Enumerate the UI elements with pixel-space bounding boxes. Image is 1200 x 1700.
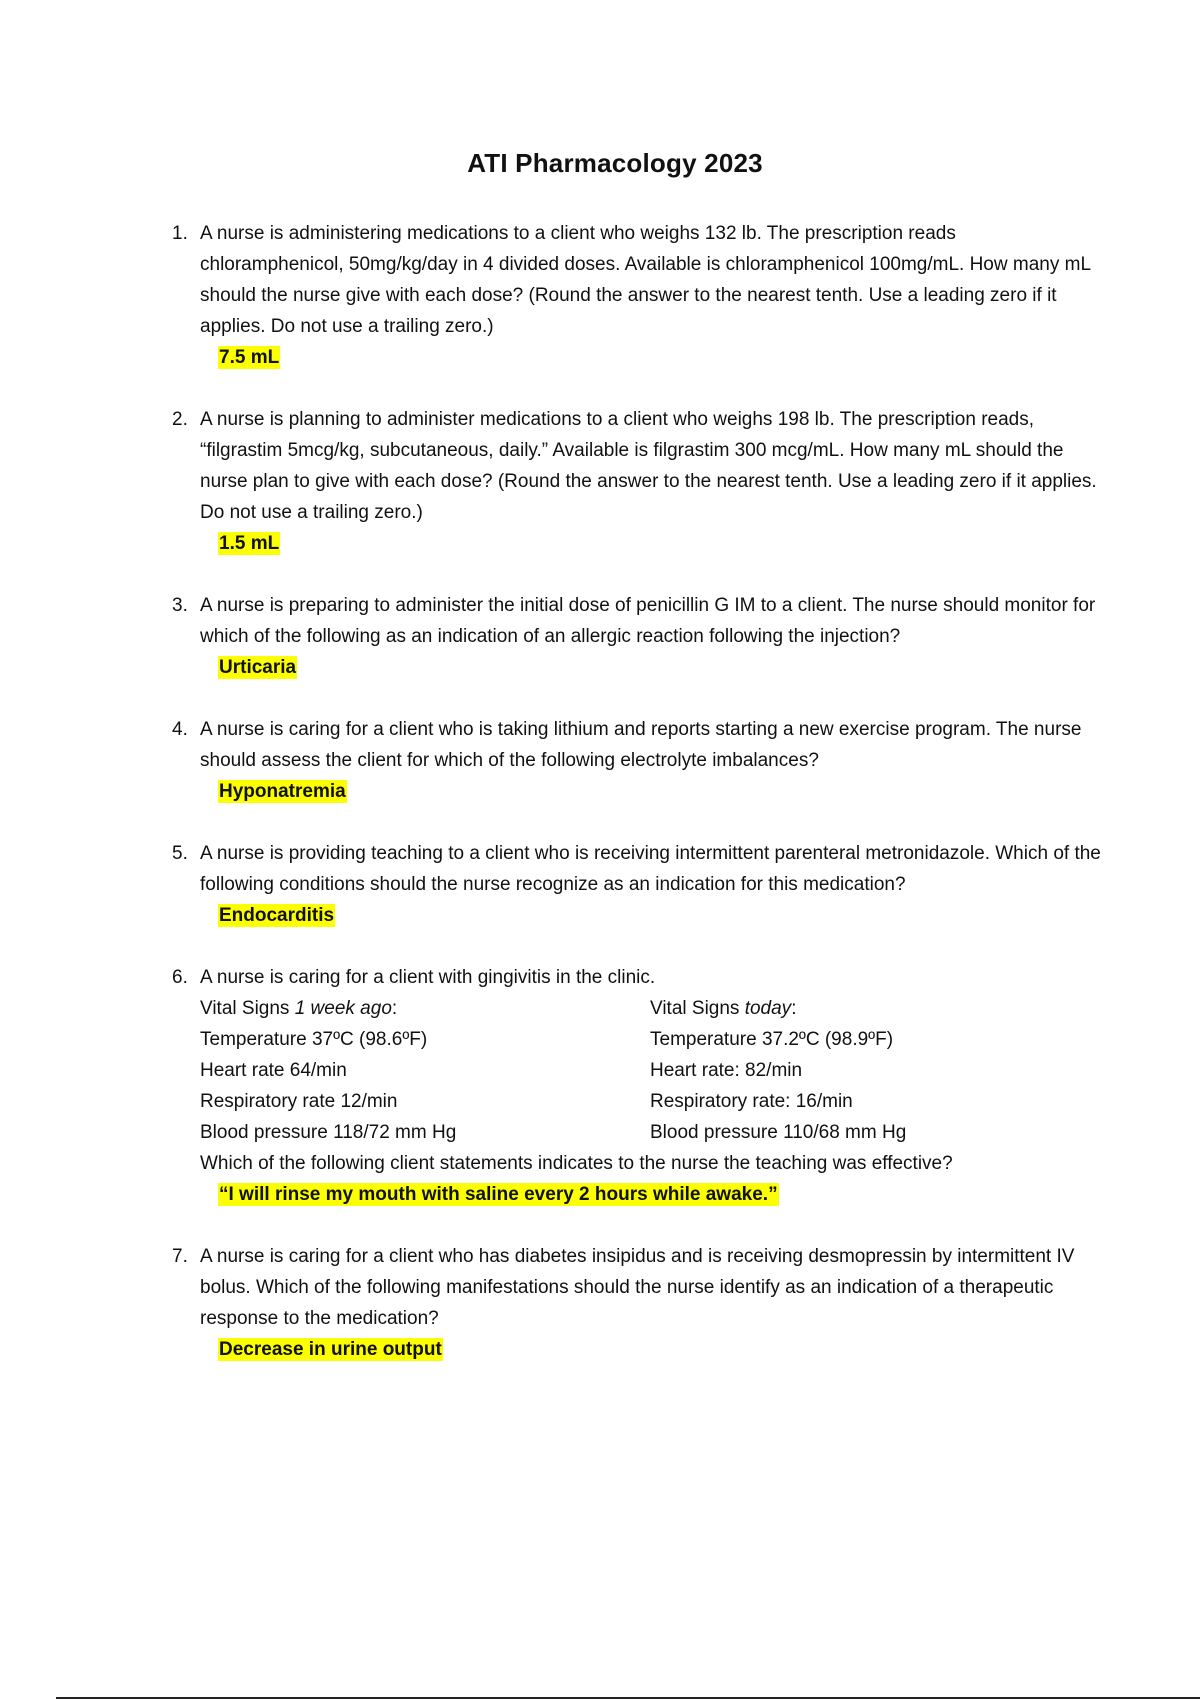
vital-signs-1-week-ago (200, 993, 650, 1148)
question-number: 1. (172, 223, 188, 244)
question-3 (172, 590, 1102, 683)
question-text: A nurse is caring for a client who is taking lithium and reports starting a new exercise program. The nurse should assess the client for which of the following electrolyte imbalances? (200, 719, 1082, 771)
vitals-heading: Vital Signs today: (650, 998, 797, 1019)
blood-pressure-value: Blood pressure 118/72 mm Hg (200, 1122, 457, 1143)
question-7 (172, 1241, 1102, 1365)
question-text: A nurse is preparing to administer the initial dose of penicillin G IM to a client. The nurse should monitor for which of the following as an indication of an allergic reaction following the injection? (200, 595, 1096, 647)
question-4 (172, 714, 1102, 807)
question-number: 6. (172, 967, 188, 988)
question-5 (172, 838, 1102, 931)
question-number: 3. (172, 595, 188, 616)
temperature-value: Temperature 37.2ºC (98.9ºF) (650, 1029, 894, 1050)
answer-highlight: Urticaria (219, 657, 297, 678)
page-title: ATI Pharmacology 2023 (467, 148, 763, 178)
answer-highlight: Decrease in urine output (219, 1339, 442, 1360)
question-text: A nurse is providing teaching to a client who is receiving intermittent parenteral metronidazole. Which of the following conditions should the nurse recognize as an indication for this medication? (200, 843, 1101, 895)
vital-signs-table (200, 993, 1100, 1148)
blood-pressure-value: Blood pressure 110/68 mm Hg (650, 1122, 907, 1143)
question-2 (172, 404, 1102, 559)
answer-highlight: Hyponatremia (219, 781, 346, 802)
question-1 (172, 218, 1102, 373)
question-text: A nurse is planning to administer medications to a client who weighs 198 lb. The prescription reads, “filgrastim 5mcg/kg, subcutaneous, daily.” Available is filgrastim 300 mcg/mL. How many mL should the nurse plan to give with each dose? (Round the answer to the nearest tenth. Use a leading zero if it applies. Do not use a trailing zero.) (200, 409, 1097, 523)
question-text: A nurse is caring for a client with gingivitis in the clinic. (200, 967, 656, 988)
question-list (172, 218, 1102, 1396)
footer-divider (56, 1697, 1200, 1699)
heart-rate-value: Heart rate: 82/min (650, 1060, 803, 1081)
vitals-heading: Vital Signs 1 week ago: (200, 998, 398, 1019)
vital-signs-today (650, 993, 1100, 1148)
question-text: A nurse is administering medications to a client who weighs 132 lb. The prescription reads chloramphenicol, 50mg/kg/day in 4 divided doses. Available is chloramphenicol 100mg/mL. How many mL should the nurse give with each dose? (Round the answer to the nearest tenth. Use a leading zero if it applies. Do not use a trailing zero.) (200, 223, 1091, 337)
temperature-value: Temperature 37ºC (98.6ºF) (200, 1029, 428, 1050)
question-number: 4. (172, 719, 188, 740)
question-number: 7. (172, 1246, 188, 1267)
answer-highlight: Endocarditis (219, 905, 335, 926)
respiratory-rate-value: Respiratory rate 12/min (200, 1091, 398, 1112)
respiratory-rate-value: Respiratory rate: 16/min (650, 1091, 853, 1112)
question-text: A nurse is caring for a client who has diabetes insipidus and is receiving desmopressin by intermittent IV bolus. Which of the following manifestations should the nurse identify as an indication of a therapeutic response to the medication? (200, 1246, 1075, 1329)
question-6 (172, 962, 1102, 1210)
answer-highlight: “I will rinse my mouth with saline every 2 hours while awake.” (219, 1184, 778, 1205)
question-followup: Which of the following client statements indicates to the nurse the teaching was effective? (200, 1153, 953, 1174)
answer-highlight: 7.5 mL (219, 347, 280, 368)
question-number: 2. (172, 409, 188, 430)
answer-highlight: 1.5 mL (219, 533, 280, 554)
heart-rate-value: Heart rate 64/min (200, 1060, 347, 1081)
question-number: 5. (172, 843, 188, 864)
